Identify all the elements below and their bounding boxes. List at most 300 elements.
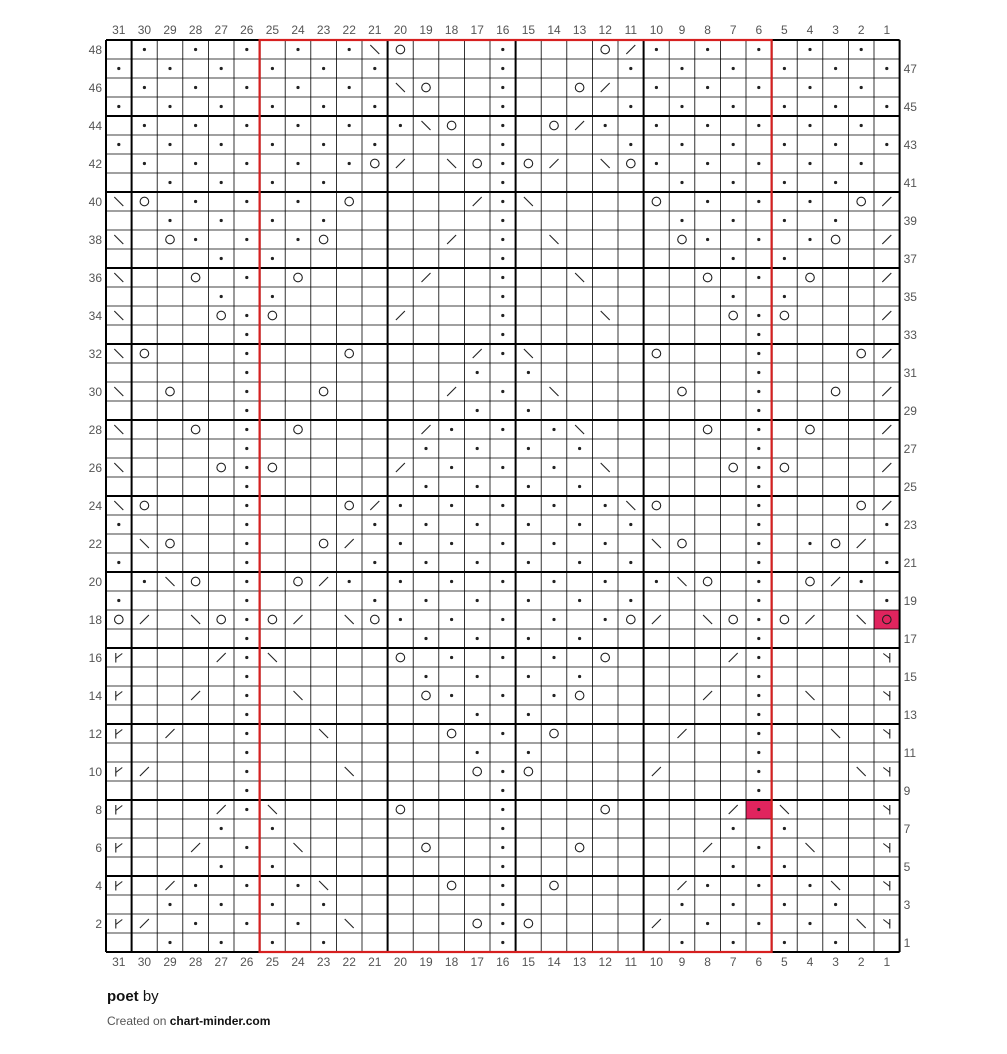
purl-symbol — [194, 200, 197, 203]
row-number-left: 46 — [88, 81, 102, 95]
purl-symbol — [604, 580, 607, 583]
purl-symbol — [476, 447, 479, 450]
purl-symbol — [245, 162, 248, 165]
k2tog-symbol — [652, 615, 661, 624]
column-number-top: 5 — [781, 23, 788, 37]
purl-symbol — [808, 86, 811, 89]
purl-symbol — [885, 143, 888, 146]
purl-symbol — [271, 181, 274, 184]
purl-symbol — [629, 561, 632, 564]
k2tog-symbol — [396, 311, 405, 320]
purl-symbol — [373, 143, 376, 146]
ssk-symbol — [601, 311, 610, 320]
purl-symbol — [117, 143, 120, 146]
ssk-symbol — [831, 881, 840, 890]
purl-symbol — [757, 276, 760, 279]
purl-symbol — [450, 694, 453, 697]
purl-symbol — [501, 732, 504, 735]
yarn-over-symbol — [806, 273, 815, 282]
ssk-symbol — [166, 577, 175, 586]
row-number-left: 40 — [88, 195, 102, 209]
purl-symbol — [757, 371, 760, 374]
purl-symbol — [680, 143, 683, 146]
row-number-right: 45 — [903, 100, 917, 114]
purl-symbol — [757, 48, 760, 51]
column-number-top: 12 — [598, 23, 612, 37]
column-number-top: 1 — [883, 23, 891, 37]
column-number-bottom: 13 — [572, 955, 587, 969]
yarn-over-symbol — [422, 691, 431, 700]
purl-symbol — [757, 732, 760, 735]
purl-symbol — [450, 542, 453, 545]
ssk-symbol — [780, 805, 789, 814]
site-link[interactable]: chart-minder.com — [169, 1014, 271, 1028]
purl-symbol — [783, 295, 786, 298]
purl-symbol — [552, 542, 555, 545]
ssk-symbol — [806, 843, 815, 852]
purl-symbol — [757, 542, 760, 545]
k2tog-symbol — [447, 387, 456, 396]
column-number-bottom: 30 — [137, 955, 152, 969]
purl-symbol — [757, 846, 760, 849]
yarn-over-symbol — [550, 729, 559, 738]
column-number-bottom: 31 — [112, 955, 126, 969]
yarn-over-symbol — [268, 615, 277, 624]
row-number-right: 19 — [903, 594, 917, 608]
purl-symbol — [527, 751, 530, 754]
row-number-right: 25 — [903, 480, 917, 494]
purl-symbol — [424, 599, 427, 602]
row-number-left: 30 — [88, 385, 102, 399]
yarn-over-symbol — [703, 577, 712, 586]
purl-symbol — [527, 561, 530, 564]
purl-symbol — [501, 656, 504, 659]
row-number-right: 43 — [903, 138, 917, 152]
purl-symbol — [885, 599, 888, 602]
right-twist-symbol — [116, 919, 123, 929]
ssk-symbol — [524, 349, 533, 358]
purl-symbol — [680, 903, 683, 906]
yarn-over-symbol — [806, 577, 815, 586]
k2tog-symbol — [422, 425, 431, 434]
k2tog-symbol — [882, 349, 891, 358]
yarn-over-symbol — [703, 425, 712, 434]
row-number-left: 4 — [95, 879, 102, 893]
left-twist-symbol — [883, 767, 890, 777]
purl-symbol — [450, 428, 453, 431]
column-number-top: 4 — [806, 23, 814, 37]
ssk-symbol — [114, 387, 123, 396]
yarn-over-symbol — [371, 615, 380, 624]
column-number-top: 9 — [678, 23, 686, 37]
purl-symbol — [757, 884, 760, 887]
row-number-right: 13 — [903, 708, 917, 722]
yarn-over-symbol — [473, 919, 482, 928]
purl-symbol — [245, 390, 248, 393]
purl-symbol — [245, 922, 248, 925]
purl-symbol — [732, 181, 735, 184]
yarn-over-symbol — [345, 197, 354, 206]
k2tog-symbol — [626, 45, 635, 54]
column-number-top: 11 — [624, 23, 638, 37]
column-number-top: 15 — [521, 23, 536, 37]
row-number-right: 47 — [903, 62, 917, 76]
row-number-left: 26 — [88, 461, 102, 475]
purl-symbol — [245, 580, 248, 583]
k2tog-symbol — [882, 235, 891, 244]
purl-symbol — [296, 162, 299, 165]
yarn-over-symbol — [294, 425, 303, 434]
purl-symbol — [501, 808, 504, 811]
column-number-bottom: 25 — [265, 955, 280, 969]
purl-symbol — [245, 542, 248, 545]
k2tog-symbol — [652, 919, 661, 928]
row-number-left: 22 — [88, 537, 102, 551]
purl-symbol — [783, 143, 786, 146]
purl-symbol — [732, 257, 735, 260]
purl-symbol — [501, 428, 504, 431]
column-number-bottom: 2 — [857, 955, 865, 969]
purl-symbol — [757, 580, 760, 583]
chart-title-line — [107, 988, 270, 1005]
purl-symbol — [450, 504, 453, 507]
column-number-top: 25 — [265, 23, 280, 37]
stitch-symbols — [114, 45, 891, 944]
purl-symbol — [245, 770, 248, 773]
purl-symbol — [629, 599, 632, 602]
purl-symbol — [194, 884, 197, 887]
purl-symbol — [527, 599, 530, 602]
yarn-over-symbol — [806, 425, 815, 434]
column-number-bottom: 18 — [444, 955, 459, 969]
ssk-symbol — [294, 691, 303, 700]
purl-symbol — [757, 333, 760, 336]
purl-symbol — [117, 105, 120, 108]
purl-symbol — [732, 143, 735, 146]
purl-symbol — [399, 124, 402, 127]
purl-symbol — [501, 257, 504, 260]
column-number-bottom: 5 — [781, 955, 788, 969]
ssk-symbol — [422, 121, 431, 130]
yarn-over-symbol — [550, 881, 559, 890]
ssk-symbol — [114, 425, 123, 434]
k2tog-symbol — [447, 235, 456, 244]
purl-symbol — [450, 466, 453, 469]
purl-symbol — [271, 903, 274, 906]
ssk-symbol — [626, 501, 635, 510]
purl-symbol — [629, 143, 632, 146]
purl-symbol — [296, 48, 299, 51]
purl-symbol — [834, 903, 837, 906]
row-number-right: 37 — [903, 252, 917, 266]
purl-symbol — [732, 67, 735, 70]
purl-symbol — [552, 580, 555, 583]
purl-symbol — [757, 637, 760, 640]
purl-symbol — [245, 485, 248, 488]
purl-symbol — [629, 523, 632, 526]
purl-symbol — [655, 86, 658, 89]
purl-symbol — [808, 162, 811, 165]
column-number-top: 22 — [342, 23, 356, 37]
chart-title: poet — [107, 988, 139, 1005]
column-number-bottom: 19 — [419, 955, 433, 969]
column-number-top: 7 — [729, 23, 737, 37]
purl-symbol — [757, 713, 760, 716]
k2tog-symbol — [729, 653, 738, 662]
yarn-over-symbol — [166, 235, 175, 244]
purl-symbol — [808, 542, 811, 545]
purl-symbol — [527, 713, 530, 716]
purl-symbol — [501, 789, 504, 792]
column-number-top: 17 — [470, 23, 484, 37]
purl-symbol — [808, 124, 811, 127]
ssk-symbol — [294, 843, 303, 852]
yarn-over-symbol — [447, 881, 456, 890]
created-prefix: Created on — [107, 1014, 167, 1028]
yarn-over-symbol — [422, 843, 431, 852]
row-number-right: 27 — [903, 442, 917, 456]
yarn-over-symbol — [627, 159, 636, 168]
column-number-bottom: 29 — [163, 955, 177, 969]
purl-symbol — [168, 941, 171, 944]
column-number-bottom: 8 — [704, 955, 711, 969]
row-number-left: 2 — [95, 917, 102, 931]
purl-symbol — [501, 941, 504, 944]
purl-symbol — [245, 732, 248, 735]
column-number-top: 26 — [240, 23, 254, 37]
column-number-top: 24 — [291, 23, 305, 37]
purl-symbol — [808, 200, 811, 203]
ssk-symbol — [550, 235, 559, 244]
purl-symbol — [424, 523, 427, 526]
yarn-over-symbol — [319, 235, 328, 244]
purl-symbol — [245, 352, 248, 355]
k2tog-symbol — [678, 881, 687, 890]
ssk-symbol — [806, 691, 815, 700]
yarn-over-symbol — [729, 615, 738, 624]
purl-symbol — [271, 105, 274, 108]
purl-symbol — [245, 846, 248, 849]
k2tog-symbol — [345, 539, 354, 548]
column-number-bottom: 20 — [393, 955, 408, 969]
purl-symbol — [706, 162, 709, 165]
column-number-bottom: 4 — [806, 955, 814, 969]
column-number-top: 18 — [444, 23, 459, 37]
row-number-left: 12 — [88, 727, 102, 741]
purl-symbol — [757, 618, 760, 621]
purl-symbol — [578, 637, 581, 640]
k2tog-symbol — [550, 159, 559, 168]
purl-symbol — [245, 618, 248, 621]
yarn-over-symbol — [140, 501, 149, 510]
yarn-over-symbol — [166, 387, 175, 396]
k2tog-symbol — [831, 577, 840, 586]
purl-symbol — [348, 580, 351, 583]
yarn-over-symbol — [652, 349, 661, 358]
k2tog-symbol — [166, 729, 175, 738]
yarn-over-symbol — [575, 843, 584, 852]
yarn-over-symbol — [831, 235, 840, 244]
row-number-right: 11 — [903, 746, 917, 760]
yarn-over-symbol — [857, 501, 866, 510]
purl-symbol — [732, 105, 735, 108]
column-number-top: 31 — [112, 23, 126, 37]
purl-symbol — [732, 941, 735, 944]
purl-symbol — [501, 922, 504, 925]
row-number-left: 34 — [88, 309, 102, 323]
row-number-left: 14 — [88, 689, 102, 703]
purl-symbol — [604, 542, 607, 545]
k2tog-symbol — [806, 615, 815, 624]
column-number-top: 14 — [547, 23, 561, 37]
yarn-over-symbol — [319, 387, 328, 396]
purl-symbol — [322, 67, 325, 70]
column-number-bottom: 14 — [547, 955, 561, 969]
row-number-left: 38 — [88, 233, 102, 247]
yarn-over-symbol — [396, 805, 405, 814]
k2tog-symbol — [601, 83, 610, 92]
purl-symbol — [476, 371, 479, 374]
purl-symbol — [296, 884, 299, 887]
row-number-right: 7 — [903, 822, 911, 836]
purl-symbol — [476, 523, 479, 526]
row-number-right: 21 — [903, 556, 917, 570]
purl-symbol — [373, 67, 376, 70]
purl-symbol — [757, 504, 760, 507]
purl-symbol — [655, 124, 658, 127]
k2tog-symbol — [882, 463, 891, 472]
purl-symbol — [117, 599, 120, 602]
purl-symbol — [860, 580, 863, 583]
purl-symbol — [757, 789, 760, 792]
purl-symbol — [117, 561, 120, 564]
yarn-over-symbol — [678, 235, 687, 244]
column-number-top: 16 — [496, 23, 510, 37]
k2tog-symbol — [140, 919, 149, 928]
purl-symbol — [604, 124, 607, 127]
purl-symbol — [168, 903, 171, 906]
ssk-symbol — [345, 767, 354, 776]
column-number-top: 10 — [649, 23, 664, 37]
purl-symbol — [501, 181, 504, 184]
purl-symbol — [808, 238, 811, 241]
purl-symbol — [245, 200, 248, 203]
purl-symbol — [194, 922, 197, 925]
yarn-over-symbol — [831, 387, 840, 396]
purl-symbol — [501, 390, 504, 393]
purl-symbol — [476, 409, 479, 412]
purl-symbol — [680, 941, 683, 944]
row-number-right: 29 — [903, 404, 917, 418]
column-number-bottom: 21 — [368, 955, 382, 969]
purl-symbol — [271, 257, 274, 260]
column-number-bottom: 1 — [883, 955, 891, 969]
column-number-bottom: 9 — [678, 955, 686, 969]
purl-symbol — [834, 181, 837, 184]
row-number-left: 24 — [88, 499, 102, 513]
purl-symbol — [655, 162, 658, 165]
purl-symbol — [348, 162, 351, 165]
right-twist-symbol — [116, 843, 123, 853]
purl-symbol — [680, 181, 683, 184]
purl-symbol — [220, 143, 223, 146]
purl-symbol — [399, 580, 402, 583]
purl-symbol — [527, 447, 530, 450]
left-twist-symbol — [883, 729, 890, 739]
purl-symbol — [783, 827, 786, 830]
purl-symbol — [732, 903, 735, 906]
purl-symbol — [885, 561, 888, 564]
purl-symbol — [271, 295, 274, 298]
purl-symbol — [501, 827, 504, 830]
purl-symbol — [757, 485, 760, 488]
purl-symbol — [783, 105, 786, 108]
purl-symbol — [860, 162, 863, 165]
purl-symbol — [245, 238, 248, 241]
yarn-over-symbol — [191, 425, 200, 434]
column-number-bottom: 11 — [624, 955, 638, 969]
purl-symbol — [424, 485, 427, 488]
column-number-top: 13 — [572, 23, 587, 37]
row-number-left: 16 — [88, 651, 102, 665]
purl-symbol — [501, 48, 504, 51]
purl-symbol — [501, 504, 504, 507]
purl-symbol — [552, 618, 555, 621]
purl-symbol — [501, 238, 504, 241]
purl-symbol — [706, 48, 709, 51]
ssk-symbol — [114, 501, 123, 510]
yarn-over-symbol — [447, 729, 456, 738]
yarn-over-symbol — [780, 615, 789, 624]
purl-symbol — [783, 257, 786, 260]
yarn-over-symbol — [627, 615, 636, 624]
purl-symbol — [476, 637, 479, 640]
purl-symbol — [706, 86, 709, 89]
ssk-symbol — [268, 653, 277, 662]
purl-symbol — [501, 314, 504, 317]
purl-symbol — [322, 219, 325, 222]
row-number-right: 35 — [903, 290, 917, 304]
column-number-top: 21 — [368, 23, 382, 37]
purl-symbol — [757, 124, 760, 127]
purl-symbol — [476, 485, 479, 488]
column-number-top: 28 — [188, 23, 203, 37]
column-number-bottom: 22 — [342, 955, 356, 969]
purl-symbol — [808, 922, 811, 925]
purl-symbol — [757, 314, 760, 317]
purl-symbol — [399, 504, 402, 507]
yarn-over-symbol — [857, 349, 866, 358]
purl-symbol — [245, 694, 248, 697]
yarn-over-symbol — [652, 501, 661, 510]
purl-symbol — [680, 219, 683, 222]
purl-symbol — [296, 124, 299, 127]
purl-symbol — [245, 276, 248, 279]
yarn-over-symbol — [575, 691, 584, 700]
purl-symbol — [296, 200, 299, 203]
purl-symbol — [757, 770, 760, 773]
purl-symbol — [808, 884, 811, 887]
yarn-over-symbol — [729, 311, 738, 320]
k2tog-symbol — [652, 767, 661, 776]
purl-symbol — [194, 124, 197, 127]
purl-symbol — [757, 694, 760, 697]
yarn-over-symbol — [345, 349, 354, 358]
ssk-symbol — [396, 83, 405, 92]
purl-symbol — [655, 48, 658, 51]
column-number-top: 23 — [316, 23, 331, 37]
purl-symbol — [271, 67, 274, 70]
